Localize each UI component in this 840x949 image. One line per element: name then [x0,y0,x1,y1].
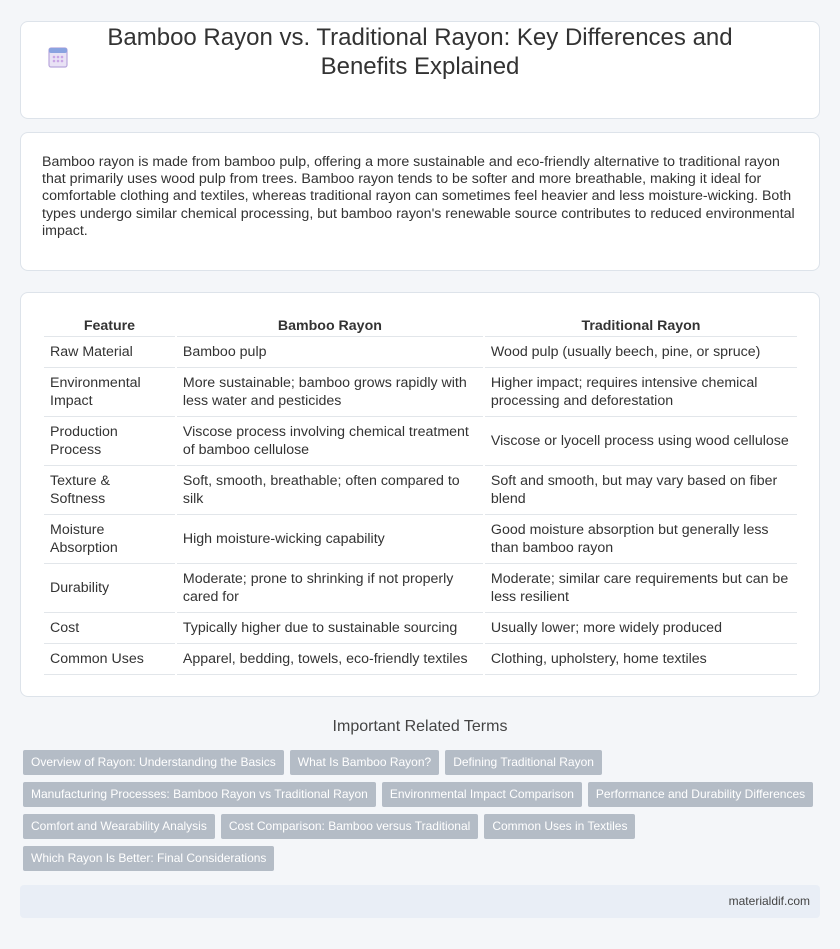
table-row [44,417,797,466]
document-icon [47,45,69,69]
table-row [44,564,797,613]
table-header-row [44,314,797,337]
table-cell: Environmental Impact [44,368,175,417]
table-row [44,644,797,675]
page-title: Bamboo Rayon vs. Traditional Rayon: Key Differences and Benefits Explained [107,24,733,80]
table-cell: Raw Material [44,337,175,368]
related-terms-heading: Important Related Terms [332,718,508,735]
table-cell: Durability [44,564,175,613]
table-cell: Texture & Softness [44,466,175,515]
table-cell: Higher impact; requires intensive chemical processing and deforestation [485,368,797,417]
comparison-table-card [20,292,820,697]
related-term-tag[interactable]: Defining Traditional Rayon [445,750,602,775]
related-term-tag[interactable]: Environmental Impact Comparison [382,782,582,807]
table-cell: Soft and smooth, but may vary based on fiber blend [485,466,797,515]
table-cell: Typically higher due to sustainable sourcing [177,613,483,644]
table-cell: Cost [44,613,175,644]
table-cell: Viscose or lyocell process using wood cellulose [485,417,797,466]
table-cell: Usually lower; more widely produced [485,613,797,644]
table-cell: Moisture Absorption [44,515,175,564]
column-header: Bamboo Rayon [177,314,483,337]
related-term-tag[interactable]: Cost Comparison: Bamboo versus Traditional [221,814,478,839]
table-row [44,368,797,417]
table-row [44,613,797,644]
table-cell: Good moisture absorption but generally less than bamboo rayon [485,515,797,564]
related-term-tag[interactable]: Comfort and Wearability Analysis [23,814,215,839]
table-cell: Moderate; similar care requirements but can be less resilient [485,564,797,613]
comparison-table [42,314,799,675]
table-cell: Moderate; prone to shrinking if not properly cared for [177,564,483,613]
related-term-tag[interactable]: Common Uses in Textiles [484,814,635,839]
table-cell: Apparel, bedding, towels, eco-friendly textiles [177,644,483,675]
column-header: Traditional Rayon [485,314,797,337]
table-row [44,466,797,515]
table-cell: High moisture-wicking capability [177,515,483,564]
table-row [44,515,797,564]
table-cell: More sustainable; bamboo grows rapidly with less water and pesticides [177,368,483,417]
related-term-tag[interactable]: Overview of Rayon: Understanding the Basics [23,750,284,775]
related-term-tag[interactable]: Which Rayon Is Better: Final Considerations [23,846,274,871]
table-cell: Bamboo pulp [177,337,483,368]
table-cell: Production Process [44,417,175,466]
table-cell: Soft, smooth, breathable; often compared to silk [177,466,483,515]
table-cell: Clothing, upholstery, home textiles [485,644,797,675]
related-term-tag[interactable]: What Is Bamboo Rayon? [290,750,439,775]
related-terms-list [23,750,823,878]
site-name[interactable]: materialdif.com [728,894,810,908]
table-cell: Wood pulp (usually beech, pine, or spruce) [485,337,797,368]
footer [20,885,820,918]
table-cell: Common Uses [44,644,175,675]
related-term-tag[interactable]: Performance and Durability Differences [588,782,813,807]
column-header: Feature [44,314,175,337]
intro-card [20,132,820,271]
table-row [44,337,797,368]
related-term-tag[interactable]: Manufacturing Processes: Bamboo Rayon vs Traditional Rayon [23,782,376,807]
table-cell: Viscose process involving chemical treatment of bamboo cellulose [177,417,483,466]
intro-paragraph: Bamboo rayon is made from bamboo pulp, offering a more sustainable and eco-friendly alternative to traditional rayon that primarily uses wood pulp from trees. Bamboo rayon tends to be softer and more breathable, making it ideal for comfortable clothing and textiles, whereas traditional rayon can sometimes feel heavier and less moisture-wicking. Both types undergo similar chemical processing, but bamboo rayon's renewable source contributes to reduced environmental impact. [42,154,795,239]
